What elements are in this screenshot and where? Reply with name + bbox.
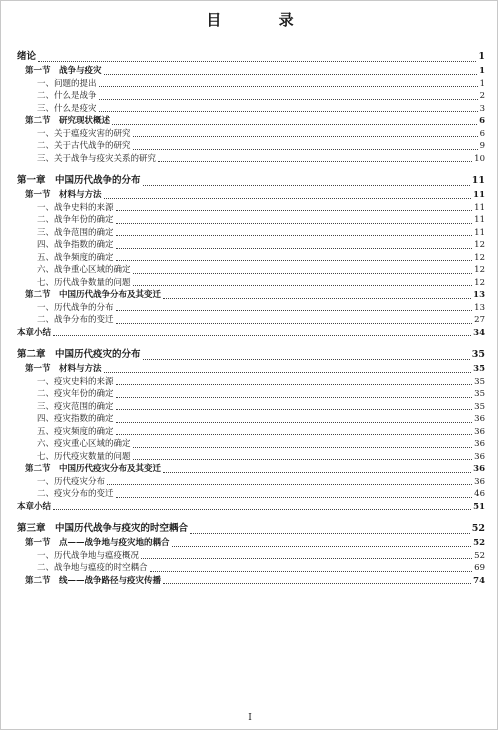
toc-section-entry[interactable] bbox=[17, 501, 485, 514]
toc-entry-label: 二、战争地与瘟疫的时空耦合 bbox=[37, 563, 148, 573]
dot-leader bbox=[104, 73, 478, 75]
toc-section-entry[interactable] bbox=[17, 189, 485, 202]
toc-entry-label: 一、历代疫灾分布 bbox=[37, 476, 106, 487]
dot-leader bbox=[116, 209, 473, 211]
toc-entry-label: 二、战争分布的变迁 bbox=[37, 315, 114, 325]
dot-leader bbox=[133, 284, 473, 286]
dot-leader bbox=[116, 234, 473, 236]
toc-entry-label: 第二节 研究现状概述 bbox=[25, 116, 111, 126]
toc-entry-label: 三、疫灾范围的确定 bbox=[37, 401, 114, 412]
toc-entry-label: 三、什么是疫灾 bbox=[37, 103, 97, 114]
toc-section-entry[interactable] bbox=[17, 289, 485, 302]
toc-entry-label: 第一节 战争与疫灾 bbox=[25, 66, 102, 76]
toc-entry-label: 一、战争史料的来源 bbox=[37, 202, 114, 213]
toc-entry-label: 第二节 中国历代战争分布及其变迁 bbox=[25, 290, 162, 300]
dot-leader bbox=[53, 508, 471, 510]
toc-chapter-entry[interactable] bbox=[17, 347, 485, 363]
toc-entry-page-number: 6 bbox=[479, 128, 485, 139]
toc-entry-label: 第一节 材料与方法 bbox=[25, 190, 102, 200]
toc-subsection-entry[interactable] bbox=[17, 451, 485, 464]
toc-subsection-entry[interactable] bbox=[17, 153, 485, 166]
dot-leader bbox=[104, 197, 472, 199]
dot-leader bbox=[158, 160, 472, 162]
dot-leader bbox=[99, 110, 478, 112]
dot-leader bbox=[116, 383, 473, 385]
toc-subsection-entry[interactable] bbox=[17, 376, 485, 389]
toc-entry-label: 第三章 中国历代战争与疫灾的时空耦合 bbox=[17, 523, 189, 534]
dot-leader bbox=[104, 371, 472, 373]
dot-leader bbox=[133, 272, 473, 274]
toc-subsection-entry[interactable] bbox=[17, 202, 485, 215]
toc-subsection-entry[interactable] bbox=[17, 214, 485, 227]
toc-subsection-entry[interactable] bbox=[17, 488, 485, 501]
page-number-footer: I bbox=[248, 713, 252, 723]
toc-entry-label: 一、历代战争地与瘟疫概况 bbox=[37, 550, 140, 561]
toc-entry-label: 一、问题的提出 bbox=[37, 78, 97, 89]
toc-entry-page-number: 11 bbox=[471, 175, 485, 186]
dot-leader bbox=[116, 247, 473, 249]
toc-section-entry[interactable] bbox=[17, 327, 485, 340]
toc-entry-page-number: 35 bbox=[471, 349, 485, 360]
toc-entry-label: 七、历代战争数量的问题 bbox=[37, 277, 131, 288]
toc-entry-page-number: 36 bbox=[474, 426, 485, 437]
toc-entry-label: 五、战争频度的确定 bbox=[37, 252, 114, 263]
toc-entry-page-number: 52 bbox=[474, 550, 485, 561]
dot-leader bbox=[116, 496, 473, 498]
toc-entry-page-number: 11 bbox=[474, 202, 485, 213]
dot-leader bbox=[143, 184, 470, 186]
dot-leader bbox=[133, 148, 478, 150]
toc-entry-label: 四、疫灾指数的确定 bbox=[37, 414, 114, 424]
toc-entry-label: 第一章 中国历代战争的分布 bbox=[17, 175, 141, 186]
section-gap bbox=[17, 339, 485, 347]
toc-chapter-entry[interactable] bbox=[17, 521, 485, 537]
toc-subsection-entry[interactable] bbox=[17, 562, 485, 575]
toc-entry-label: 一、关于瘟疫灾害的研究 bbox=[37, 128, 131, 139]
table-of-contents bbox=[17, 49, 485, 587]
toc-entry-page-number: 12 bbox=[474, 277, 485, 288]
toc-entry-page-number: 52 bbox=[473, 538, 485, 548]
dot-leader bbox=[116, 259, 473, 261]
toc-section-entry[interactable] bbox=[17, 363, 485, 376]
section-gap bbox=[17, 513, 485, 521]
dot-leader bbox=[112, 123, 477, 125]
dot-leader bbox=[163, 471, 471, 473]
dot-leader bbox=[116, 421, 473, 423]
toc-chapter-entry[interactable] bbox=[17, 49, 485, 65]
toc-entry-page-number: 11 bbox=[474, 227, 485, 238]
page-title: 目 录 bbox=[206, 11, 320, 29]
toc-entry-label: 一、历代战争的分布 bbox=[37, 302, 114, 313]
dot-leader bbox=[116, 396, 473, 398]
dot-leader bbox=[116, 408, 473, 410]
toc-subsection-entry[interactable] bbox=[17, 239, 485, 252]
section-gap bbox=[17, 165, 485, 173]
toc-entry-label: 第二节 线——战争路径与疫灾传播 bbox=[25, 575, 162, 586]
dot-leader bbox=[163, 297, 471, 299]
dot-leader bbox=[38, 60, 476, 62]
toc-entry-page-number: 36 bbox=[473, 464, 485, 474]
toc-entry-page-number: 12 bbox=[474, 240, 485, 250]
toc-section-entry[interactable] bbox=[17, 115, 485, 128]
toc-entry-label: 四、战争指数的确定 bbox=[37, 240, 114, 250]
toc-entry-page-number: 46 bbox=[474, 489, 485, 499]
toc-entry-page-number: 11 bbox=[473, 190, 485, 200]
toc-subsection-entry[interactable] bbox=[17, 426, 485, 439]
toc-entry-label: 本章小结 bbox=[17, 327, 52, 338]
dot-leader bbox=[116, 433, 473, 435]
dot-leader bbox=[116, 222, 473, 224]
toc-entry-page-number: 9 bbox=[479, 141, 485, 151]
toc-entry-page-number: 1 bbox=[479, 66, 485, 76]
toc-entry-label: 五、疫灾频度的确定 bbox=[37, 426, 114, 437]
toc-entry-page-number: 35 bbox=[473, 364, 485, 374]
dot-leader bbox=[163, 582, 471, 584]
toc-subsection-entry[interactable] bbox=[17, 252, 485, 265]
dot-leader bbox=[143, 358, 470, 360]
toc-entry-label: 第二章 中国历代疫灾的分布 bbox=[17, 349, 141, 360]
toc-entry-label: 一、疫灾史料的来源 bbox=[37, 376, 114, 387]
toc-entry-page-number: 51 bbox=[473, 501, 485, 512]
toc-entry-page-number: 10 bbox=[474, 153, 485, 164]
toc-subsection-entry[interactable] bbox=[17, 103, 485, 116]
toc-entry-label: 三、战争范围的确定 bbox=[37, 227, 114, 238]
toc-entry-page-number: 36 bbox=[474, 476, 485, 487]
toc-entry-label: 六、战争重心区域的确定 bbox=[37, 265, 131, 275]
toc-entry-label: 二、疫灾分布的变迁 bbox=[37, 489, 114, 499]
dot-leader bbox=[150, 570, 473, 572]
toc-section-entry[interactable] bbox=[17, 65, 485, 78]
dot-leader bbox=[99, 85, 478, 87]
toc-entry-label: 二、关于古代战争的研究 bbox=[37, 141, 131, 151]
toc-entry-page-number: 1 bbox=[479, 78, 485, 89]
toc-entry-page-number: 13 bbox=[473, 290, 485, 300]
toc-entry-page-number: 34 bbox=[473, 327, 485, 338]
dot-leader bbox=[107, 483, 472, 485]
toc-entry-page-number: 6 bbox=[479, 116, 485, 126]
toc-entry-page-number: 35 bbox=[474, 389, 485, 399]
toc-entry-page-number: 13 bbox=[474, 302, 485, 313]
toc-subsection-entry[interactable] bbox=[17, 302, 485, 315]
dot-leader bbox=[116, 322, 473, 324]
toc-entry-page-number: 12 bbox=[474, 252, 485, 263]
dot-leader bbox=[116, 309, 473, 311]
toc-subsection-entry[interactable] bbox=[17, 264, 485, 277]
toc-chapter-entry[interactable] bbox=[17, 173, 485, 189]
toc-entry-page-number: 27 bbox=[474, 315, 485, 325]
toc-entry-page-number: 12 bbox=[474, 265, 485, 275]
toc-subsection-entry[interactable] bbox=[17, 277, 485, 290]
toc-entry-label: 第一节 点——战争地与疫灾地的耦合 bbox=[25, 538, 170, 548]
toc-entry-page-number: 36 bbox=[474, 451, 485, 462]
toc-entry-label: 二、战争年份的确定 bbox=[37, 215, 114, 225]
toc-subsection-entry[interactable] bbox=[17, 140, 485, 153]
toc-entry-page-number: 1 bbox=[478, 51, 485, 62]
toc-subsection-entry[interactable] bbox=[17, 388, 485, 401]
toc-entry-label: 七、历代疫灾数量的问题 bbox=[37, 451, 131, 462]
toc-entry-label: 第二节 中国历代疫灾分布及其变迁 bbox=[25, 464, 162, 474]
toc-section-entry[interactable] bbox=[17, 463, 485, 476]
dot-leader bbox=[172, 545, 472, 547]
toc-section-entry[interactable] bbox=[17, 537, 485, 550]
toc-entry-page-number: 2 bbox=[479, 91, 485, 101]
toc-entry-label: 六、疫灾重心区域的确定 bbox=[37, 439, 131, 449]
toc-subsection-entry[interactable] bbox=[17, 90, 485, 103]
dot-leader bbox=[141, 557, 472, 559]
toc-subsection-entry[interactable] bbox=[17, 413, 485, 426]
toc-subsection-entry[interactable] bbox=[17, 401, 485, 414]
toc-entry-label: 本章小结 bbox=[17, 501, 52, 512]
dot-leader bbox=[133, 458, 473, 460]
toc-entry-page-number: 52 bbox=[471, 523, 485, 534]
toc-entry-label: 绪论 bbox=[17, 51, 37, 62]
dot-leader bbox=[190, 532, 470, 534]
dot-leader bbox=[133, 135, 478, 137]
toc-entry-page-number: 11 bbox=[474, 215, 485, 225]
toc-entry-page-number: 3 bbox=[479, 103, 485, 114]
toc-entry-page-number: 35 bbox=[474, 401, 485, 412]
toc-entry-page-number: 36 bbox=[474, 414, 485, 424]
toc-subsection-entry[interactable] bbox=[17, 128, 485, 141]
dot-leader bbox=[99, 98, 478, 100]
toc-subsection-entry[interactable] bbox=[17, 314, 485, 327]
toc-entry-page-number: 36 bbox=[474, 439, 485, 449]
toc-entry-label: 三、关于战争与疫灾关系的研究 bbox=[37, 153, 157, 164]
toc-entry-page-number: 69 bbox=[474, 563, 485, 573]
toc-entry-label: 二、疫灾年份的确定 bbox=[37, 389, 114, 399]
toc-entry-page-number: 35 bbox=[474, 376, 485, 387]
toc-entry-label: 第一节 材料与方法 bbox=[25, 364, 102, 374]
dot-leader bbox=[53, 334, 471, 336]
toc-entry-page-number: 74 bbox=[473, 575, 485, 586]
toc-entry-label: 二、什么是战争 bbox=[37, 91, 97, 101]
toc-subsection-entry[interactable] bbox=[17, 476, 485, 489]
dot-leader bbox=[133, 446, 473, 448]
toc-subsection-entry[interactable] bbox=[17, 550, 485, 563]
toc-section-entry[interactable] bbox=[17, 575, 485, 588]
toc-subsection-entry[interactable] bbox=[17, 227, 485, 240]
toc-subsection-entry[interactable] bbox=[17, 78, 485, 91]
toc-subsection-entry[interactable] bbox=[17, 438, 485, 451]
